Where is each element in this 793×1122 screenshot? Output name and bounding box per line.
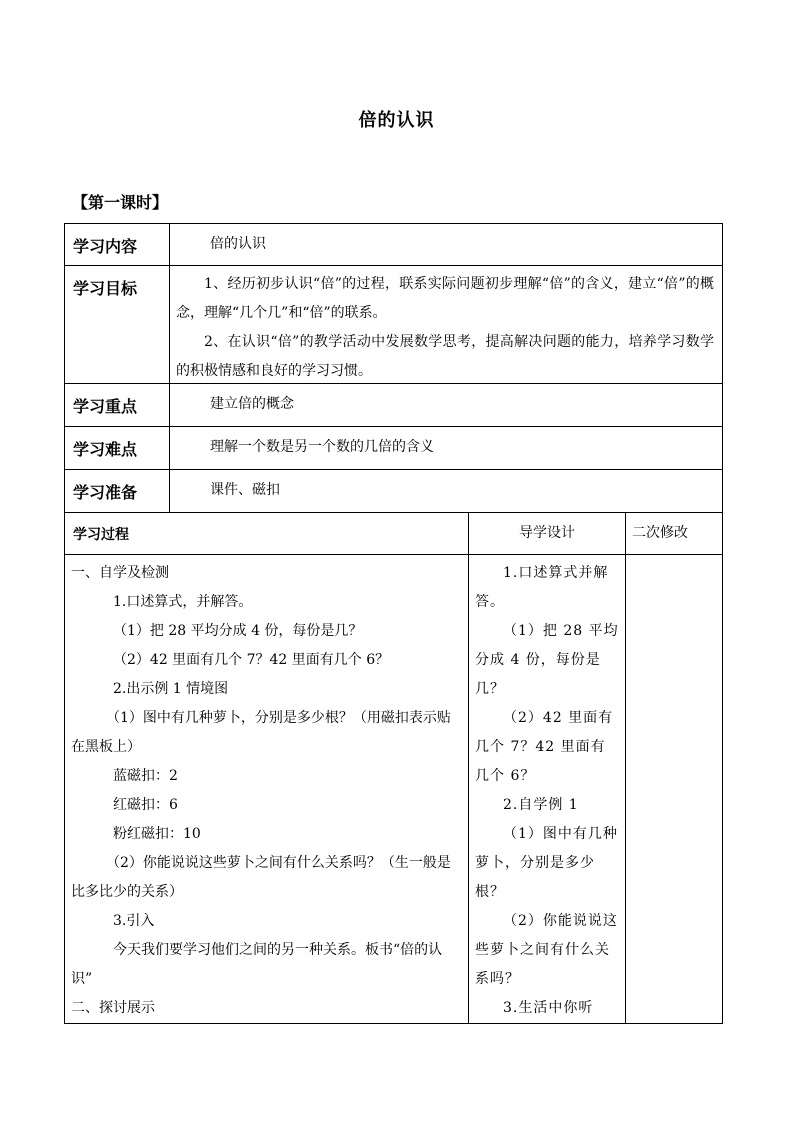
guide-line: （1）图中有几种萝卜，分别是多少根？ bbox=[475, 826, 618, 900]
guide-line: （2）42 里面有几个 7？42 里面有几个 6？ bbox=[475, 710, 614, 784]
process-line: （2）你能说说这些萝卜之间有什么关系吗？（生一般是比多比少的关系） bbox=[71, 855, 451, 900]
guide-line: 1.口述算式并解答。 bbox=[475, 565, 609, 610]
guide-line: 2.自学例 1 bbox=[503, 797, 579, 813]
process-line: （1）图中有几种萝卜，分别是多少根？（用磁扣表示贴在黑板上） bbox=[71, 710, 451, 755]
process-line: 蓝磁扣：2 bbox=[113, 768, 178, 784]
process-line: 红磁扣：6 bbox=[113, 797, 178, 813]
label-content: 学习内容 bbox=[65, 224, 170, 265]
process-line: 2.出示例 1 情境图 bbox=[113, 681, 229, 697]
process-line: （2）42 里面有几个 7？42 里面有几个 6？ bbox=[113, 652, 390, 668]
guide-line: （1）把 28 平均分成 4 份，每份是几？ bbox=[475, 623, 619, 697]
header-revise: 二次修改 bbox=[626, 513, 723, 555]
goal-paragraph-1: 1、经历初步认识“倍”的过程，联系实际问题初步理解“倍”的含义，建立“倍”的概念，理解“几个几”和“倍”的联系。 bbox=[176, 276, 715, 321]
goal-paragraph-2: 2、在认识“倍”的教学活动中发展数学思考，提高解决问题的能力，培养学习数学的积极情感和良好的学习习惯。 bbox=[176, 334, 715, 379]
lesson-heading: 【第一课时】 bbox=[72, 193, 169, 212]
process-line: 1.口述算式，并解答。 bbox=[113, 594, 253, 610]
process-line: 二、探讨展示 bbox=[71, 1000, 155, 1016]
row-goal bbox=[65, 266, 723, 384]
row-content bbox=[65, 224, 723, 266]
process-line: 粉红磁扣：10 bbox=[113, 826, 201, 842]
value-key: 建立倍的概念 bbox=[210, 396, 294, 412]
revise-cell bbox=[626, 555, 723, 1024]
guide-line: 3.生活中你听 bbox=[503, 1000, 594, 1016]
row-prep bbox=[65, 470, 723, 513]
label-process: 学习过程 bbox=[65, 513, 469, 555]
lesson-plan-table bbox=[64, 223, 723, 1024]
row-key bbox=[65, 384, 723, 427]
label-prep: 学习准备 bbox=[65, 470, 170, 512]
row-difficulty bbox=[65, 427, 723, 470]
row-process-header bbox=[65, 513, 723, 555]
label-goal: 学习目标 bbox=[65, 266, 170, 383]
guide-cell bbox=[469, 555, 626, 1024]
value-difficulty: 理解一个数是另一个数的几倍的含义 bbox=[210, 439, 434, 455]
page-title: 倍的认识 bbox=[358, 110, 435, 131]
process-line: 一、自学及检测 bbox=[71, 565, 169, 581]
guide-line: （2）你能说说这些萝卜之间有什么关系吗？ bbox=[475, 913, 618, 987]
process-line: 今天我们要学习他们之间的另一种关系。板书“倍的认识” bbox=[71, 942, 443, 987]
process-line: （1）把 28 平均分成 4 份，每份是几？ bbox=[113, 623, 363, 639]
label-difficulty: 学习难点 bbox=[65, 427, 170, 469]
process-cell bbox=[65, 555, 469, 1024]
row-process-body bbox=[65, 555, 723, 1024]
value-prep: 课件、磁扣 bbox=[210, 482, 280, 498]
value-content: 倍的认识 bbox=[210, 236, 266, 252]
header-guide: 导学设计 bbox=[469, 513, 626, 555]
process-line: 3.引入 bbox=[113, 913, 155, 929]
label-key: 学习重点 bbox=[65, 384, 170, 426]
